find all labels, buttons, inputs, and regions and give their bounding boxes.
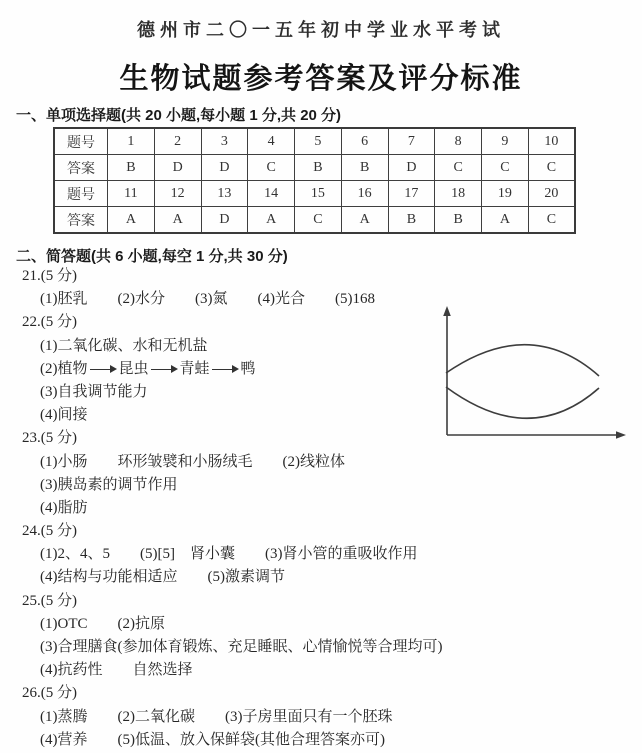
answer-item: (3)肾小管的重吸收作用 — [264, 546, 418, 563]
answer-item: (2) — [40, 360, 58, 377]
answer-cell: 12 — [154, 181, 201, 207]
answer-cell: 1 — [108, 128, 155, 155]
answer-cell: 3 — [201, 128, 248, 155]
answer-item: (5)168 — [335, 291, 375, 308]
answer-item: (2)抗原 — [117, 615, 165, 632]
answer-cell: B — [435, 207, 482, 234]
answer-cell: C — [482, 155, 529, 181]
arrow-right-icon — [151, 364, 178, 375]
x-axis-arrow-icon — [616, 431, 626, 439]
section2-heading: 二、简答题(共 6 小题,每空 1 分,共 30 分) — [16, 248, 288, 265]
answer-cell: 9 — [482, 128, 529, 155]
answer-line — [22, 659, 628, 682]
answer-line — [22, 451, 628, 474]
section1-heading: 一、单项选择题(共 20 小题,每小题 1 分,共 20 分) — [16, 107, 342, 124]
lower-curve — [446, 387, 599, 418]
question-block — [22, 590, 628, 683]
answer-cell: 13 — [201, 181, 248, 207]
answer-line — [22, 474, 628, 497]
row-header-cell: 题号 — [54, 128, 108, 155]
answer-cell: D — [201, 155, 248, 181]
answer-item: (4)结构与功能相适应 — [40, 569, 178, 586]
answer-cell: 8 — [435, 128, 482, 155]
answer-cell: B — [295, 155, 342, 181]
answer-cell: 4 — [248, 128, 295, 155]
food-chain-item: 青蛙 — [179, 360, 210, 377]
arrow-right-icon — [212, 364, 239, 375]
axes — [447, 315, 617, 435]
answer-item: (4)光合 — [257, 291, 305, 308]
answer-cell: 10 — [528, 128, 575, 155]
answer-cell: C — [528, 155, 575, 181]
answer-line — [22, 566, 628, 589]
answer-cell: 11 — [108, 181, 155, 207]
answer-cell: A — [154, 207, 201, 234]
answer-line — [22, 636, 628, 659]
answer-item: (1)胚乳 — [40, 291, 88, 308]
question-number: 26.(5 分) — [22, 685, 77, 702]
question-number: 23.(5 分) — [22, 430, 77, 447]
answer-item: 自然选择 — [132, 662, 193, 679]
answer-line — [22, 497, 628, 520]
answer-item: (5)激素调节 — [207, 569, 285, 586]
y-axis-arrow-icon — [443, 306, 451, 316]
answer-item: (1)2、4、5 — [40, 546, 110, 563]
answer-table-row — [54, 181, 575, 207]
answer-cell: 20 — [528, 181, 575, 207]
answer-cell: C — [248, 155, 295, 181]
answer-item: (5)[5] 肾小囊 — [140, 546, 235, 563]
answer-item: (3)自我调节能力 — [40, 383, 148, 400]
answer-cell: A — [248, 207, 295, 234]
answer-cell: C — [295, 207, 342, 234]
answer-item: (4)间接 — [40, 407, 88, 424]
answer-cell: 18 — [435, 181, 482, 207]
answer-cell: A — [108, 207, 155, 234]
arrow-right-icon — [90, 364, 117, 375]
answer-cell: 17 — [388, 181, 435, 207]
question-number: 25.(5 分) — [22, 592, 77, 609]
row-header-cell: 答案 — [54, 207, 108, 234]
answer-cell: D — [388, 155, 435, 181]
answer-item: (2)线粒体 — [282, 453, 346, 470]
answer-item: (1)二氧化碳、水和无机盐 — [40, 337, 208, 354]
answer-table-row — [54, 207, 575, 234]
answer-line — [22, 729, 628, 752]
document-title: 生物试题参考答案及评分标准 — [119, 63, 523, 95]
answer-item: (2)二氧化碳 — [117, 708, 195, 725]
answer-item: (3)氮 — [195, 291, 228, 308]
answer-item: (3)胰岛素的调节作用 — [40, 476, 178, 493]
answer-item: 环形皱襞和小肠绒毛 — [117, 453, 253, 470]
answer-cell: 16 — [341, 181, 388, 207]
population-curves-figure — [433, 303, 629, 445]
answer-cell: C — [435, 155, 482, 181]
food-chain-item: 植物 — [57, 360, 88, 377]
answer-cell: 2 — [154, 128, 201, 155]
question-block — [22, 520, 628, 590]
question-number: 22.(5 分) — [22, 314, 77, 331]
answer-item: (4)脂肪 — [40, 499, 88, 516]
answer-cell: B — [341, 155, 388, 181]
question-block — [22, 682, 628, 752]
answer-item: (3)子房里面只有一个胚珠 — [225, 708, 393, 725]
answer-cell: 5 — [295, 128, 342, 155]
question-number: 24.(5 分) — [22, 523, 77, 540]
answer-table-row — [54, 128, 575, 155]
answer-cell: B — [108, 155, 155, 181]
row-header-cell: 答案 — [54, 155, 108, 181]
answer-item: (1)OTC — [40, 615, 88, 632]
answer-item: (4)营养 — [40, 731, 88, 748]
multiple-choice-answer-table — [53, 127, 576, 234]
answer-item: (4)抗药性 — [40, 662, 103, 679]
answer-item: (5)低温、放入保鲜袋(其他合理答案亦可) — [117, 731, 385, 748]
answer-item: (1)蒸腾 — [40, 708, 88, 725]
upper-curve — [446, 345, 599, 376]
food-chain-item: 昆虫 — [118, 360, 149, 377]
answer-cell: 7 — [388, 128, 435, 155]
row-header-cell: 题号 — [54, 181, 108, 207]
answer-cell: B — [388, 207, 435, 234]
answer-cell: 14 — [248, 181, 295, 207]
answer-cell: A — [341, 207, 388, 234]
answer-table-row — [54, 155, 575, 181]
answer-cell: 19 — [482, 181, 529, 207]
answer-cell: C — [528, 207, 575, 234]
answer-cell: A — [482, 207, 529, 234]
question-number: 21.(5 分) — [22, 268, 77, 284]
answer-item: (3)合理膳食(参加体育锻炼、充足睡眠、心情愉悦等合理均可) — [40, 639, 443, 655]
exam-title: 德州市二〇一五年初中学业水平考试 — [137, 20, 505, 40]
answer-item: (1)小肠 — [40, 453, 88, 470]
food-chain-item: 鸭 — [240, 360, 256, 377]
answer-line — [22, 543, 628, 566]
answer-cell: D — [201, 207, 248, 234]
answer-cell: 6 — [341, 128, 388, 155]
answer-cell: 15 — [295, 181, 342, 207]
answer-item: (2)水分 — [117, 291, 165, 308]
answer-cell: D — [154, 155, 201, 181]
answer-line — [22, 613, 628, 636]
answer-line — [22, 706, 628, 729]
